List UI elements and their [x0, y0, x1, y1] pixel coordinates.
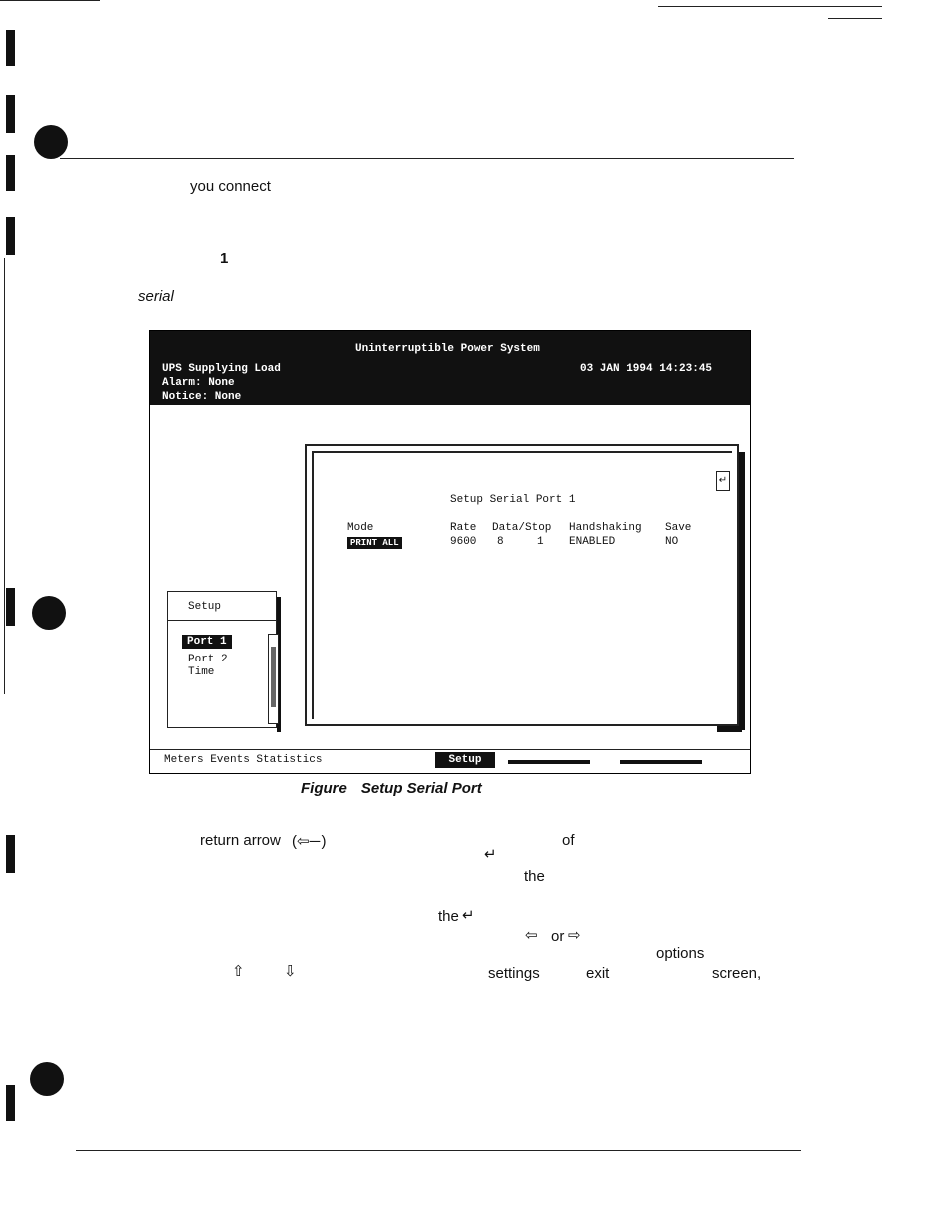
text-options: options	[656, 945, 705, 962]
change-bar	[6, 1085, 15, 1121]
top-right-short-rule	[828, 18, 882, 19]
text-return-glyph: (⇦─ )	[292, 833, 327, 850]
stop-bits-value[interactable]: 1	[537, 536, 544, 548]
top-left-rule	[0, 0, 100, 1]
right-arrow-line	[620, 760, 702, 764]
change-bar	[6, 217, 15, 255]
right-arrow-icon: ⇨	[568, 926, 581, 944]
header-rule	[60, 158, 794, 159]
change-bar	[6, 155, 15, 191]
top-right-rule	[658, 6, 882, 7]
bottom-menu-setup[interactable]: Setup	[435, 752, 495, 768]
date-time: 03 JAN 1994 14:23:45	[580, 363, 713, 375]
column-data-stop[interactable]: Data/Stop	[492, 522, 552, 534]
text-number-one: 1	[220, 250, 229, 267]
dialog-title: Setup Serial Port 1	[450, 494, 576, 506]
menu-item-port-1[interactable]: Port 1	[182, 635, 232, 649]
return-key-icon: ↵	[484, 845, 497, 863]
menu-item-time[interactable]: Time	[188, 666, 215, 678]
system-title: Uninterruptible Power System	[355, 343, 540, 355]
down-arrow-icon: ⇩	[284, 962, 297, 980]
ups-screen-figure	[149, 330, 751, 774]
setup-serial-port-dialog	[305, 444, 739, 726]
figure-title: Setup Serial Port	[360, 780, 482, 797]
text-exit: exit	[586, 965, 610, 982]
text-screen: screen,	[712, 965, 762, 982]
bottom-menu-bar	[150, 749, 750, 772]
setup-menu	[167, 591, 277, 728]
column-rate[interactable]: Rate	[450, 522, 477, 534]
text-or: or	[551, 928, 565, 945]
text-of: of	[562, 832, 575, 849]
rate-value[interactable]: 9600	[450, 536, 477, 548]
column-save[interactable]: Save	[665, 522, 692, 534]
return-key-icon: ↵	[716, 471, 730, 491]
text-settings: settings	[488, 965, 540, 982]
bottom-menu-items[interactable]: Meters Events Statistics	[164, 754, 323, 766]
return-key-icon: ↵	[462, 906, 475, 924]
figure-caption	[301, 780, 496, 797]
left-arrow-line	[508, 760, 590, 764]
menu-scrollbar[interactable]	[268, 634, 279, 724]
left-margin-line	[4, 258, 5, 694]
left-arrow-icon: ⇦	[525, 926, 538, 944]
column-handshaking[interactable]: Handshaking	[569, 522, 642, 534]
save-value[interactable]: NO	[665, 536, 679, 548]
data-bits-value[interactable]: 8	[497, 536, 504, 548]
handshaking-value[interactable]: ENABLED	[569, 536, 616, 548]
mode-value[interactable]: PRINT ALL	[347, 537, 402, 549]
menu-item-port-2[interactable]: Port 2	[188, 654, 228, 661]
text-serial: serial	[138, 288, 174, 305]
figure-label: Figure	[301, 780, 347, 797]
change-bar	[6, 95, 15, 133]
text-the: the	[524, 868, 545, 885]
punch-hole	[30, 1062, 64, 1096]
alarm-line: Alarm: None	[162, 377, 235, 389]
ups-status-bar	[150, 331, 750, 405]
punch-hole	[32, 596, 66, 630]
menu-header: Setup	[188, 601, 222, 613]
ups-status-line: UPS Supplying Load	[162, 363, 281, 375]
text-return-arrow: return arrow	[200, 832, 281, 849]
notice-line: Notice: None	[162, 391, 242, 403]
punch-hole	[34, 125, 68, 159]
text-the-2: the	[438, 908, 459, 925]
up-arrow-icon: ⇧	[232, 962, 245, 980]
column-mode[interactable]: Mode	[347, 522, 374, 534]
change-bar	[6, 588, 15, 626]
change-bar	[6, 30, 15, 66]
footer-rule	[76, 1150, 801, 1151]
text-you-connect: you connect	[190, 178, 271, 195]
change-bar	[6, 835, 15, 873]
